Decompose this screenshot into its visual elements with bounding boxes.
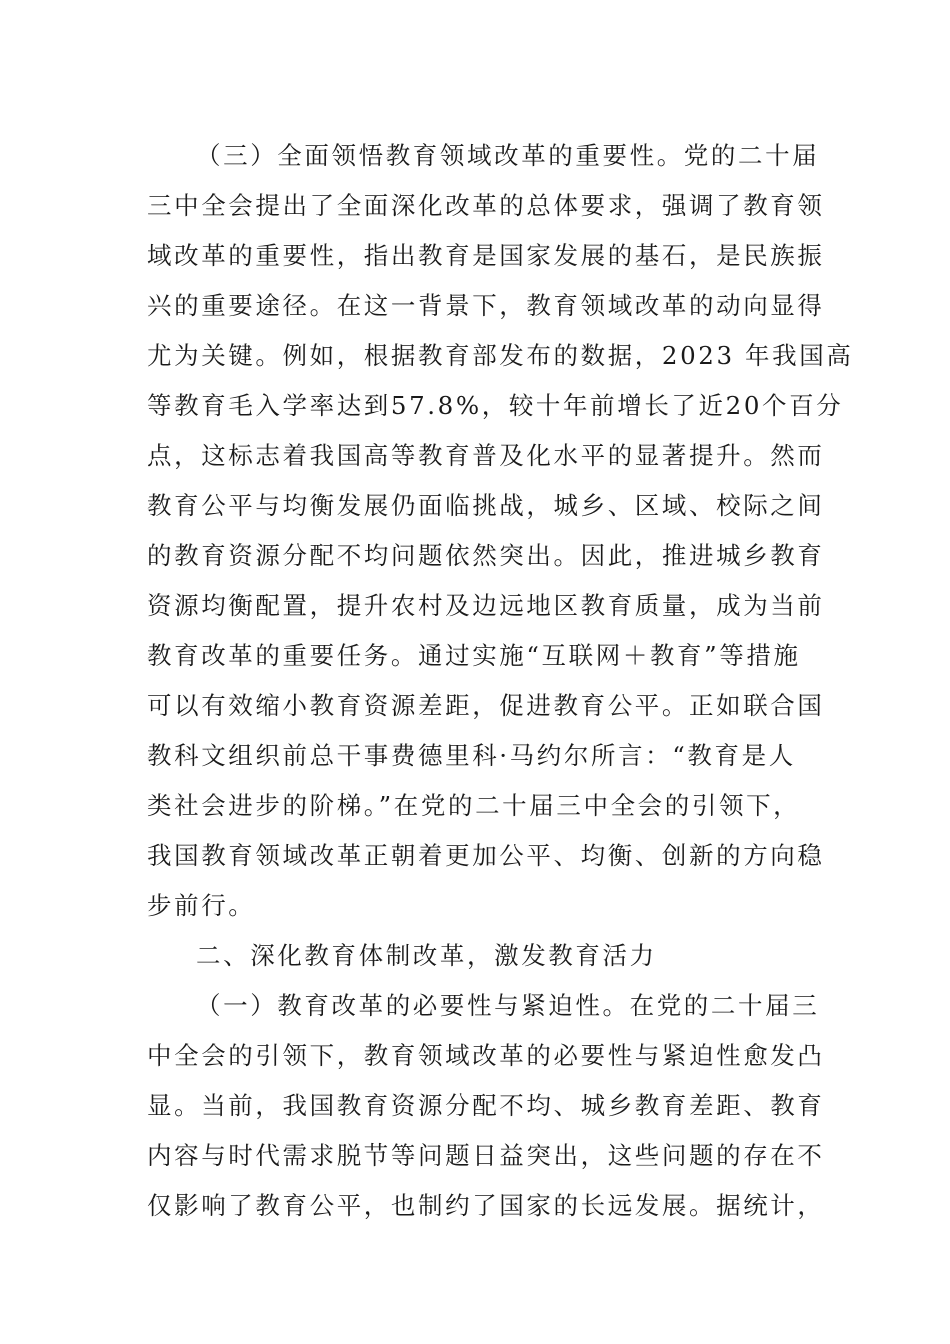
paragraph-3-line-8: 教育公平与均衡发展仍面临挑战，城乡、区域、校际之间 [147, 491, 825, 520]
paragraph-3-line-11: 教育改革的重要任务。通过实施“互联网＋教育”等措施 [147, 641, 801, 670]
paragraph-3-line-1: （三）全面领悟教育领域改革的重要性。党的二十届 [196, 141, 820, 170]
paragraph-3-line-15: 我国教育领域改革正朝着更加公平、均衡、创新的方向稳 [147, 841, 825, 870]
paragraph-3-line-9: 的教育资源分配不均问题依然突出。因此，推进城乡教育 [147, 541, 825, 570]
paragraph-1-line-5: 仅影响了教育公平，也制约了国家的长远发展。据统计， [147, 1191, 825, 1220]
section-heading: 二、深化教育体制改革，激发教育活力 [196, 941, 657, 970]
paragraph-3-line-13: 教科文组织前总干事费德里科·马约尔所言：“教育是人 [147, 741, 796, 770]
paragraph-1-line-3: 显。当前，我国教育资源分配不均、城乡教育差距、教育 [147, 1091, 825, 1120]
paragraph-3-line-4: 兴的重要途径。在这一背景下，教育领域改革的动向显得 [147, 291, 825, 320]
paragraph-3-line-7: 点，这标志着我国高等教育普及化水平的显著提升。然而 [147, 441, 825, 470]
paragraph-3-line-2: 三中全会提出了全面深化改革的总体要求，强调了教育领 [147, 191, 825, 220]
paragraph-3-line-3: 域改革的重要性，指出教育是国家发展的基石，是民族振 [147, 241, 825, 270]
paragraph-3-line-16: 步前行。 [147, 891, 256, 920]
paragraph-1-line-1: （一）教育改革的必要性与紧迫性。在党的二十届三 [196, 991, 820, 1020]
paragraph-3-line-12: 可以有效缩小教育资源差距，促进教育公平。正如联合国 [147, 691, 825, 720]
paragraph-3-line-6: 等教育毛入学率达到57.8%，较十年前增长了近20个百分 [147, 391, 844, 420]
paragraph-3-line-10: 资源均衡配置，提升农村及边远地区教育质量，成为当前 [147, 591, 825, 620]
paragraph-3-line-14: 类社会进步的阶梯。”在党的二十届三中全会的引领下， [147, 791, 801, 820]
paragraph-3-line-5: 尤为关键。例如，根据教育部发布的数据，2023 年我国高 [147, 341, 854, 370]
paragraph-1-line-2: 中全会的引领下，教育领域改革的必要性与紧迫性愈发凸 [147, 1041, 825, 1070]
paragraph-1-line-4: 内容与时代需求脱节等问题日益突出，这些问题的存在不 [147, 1141, 825, 1170]
